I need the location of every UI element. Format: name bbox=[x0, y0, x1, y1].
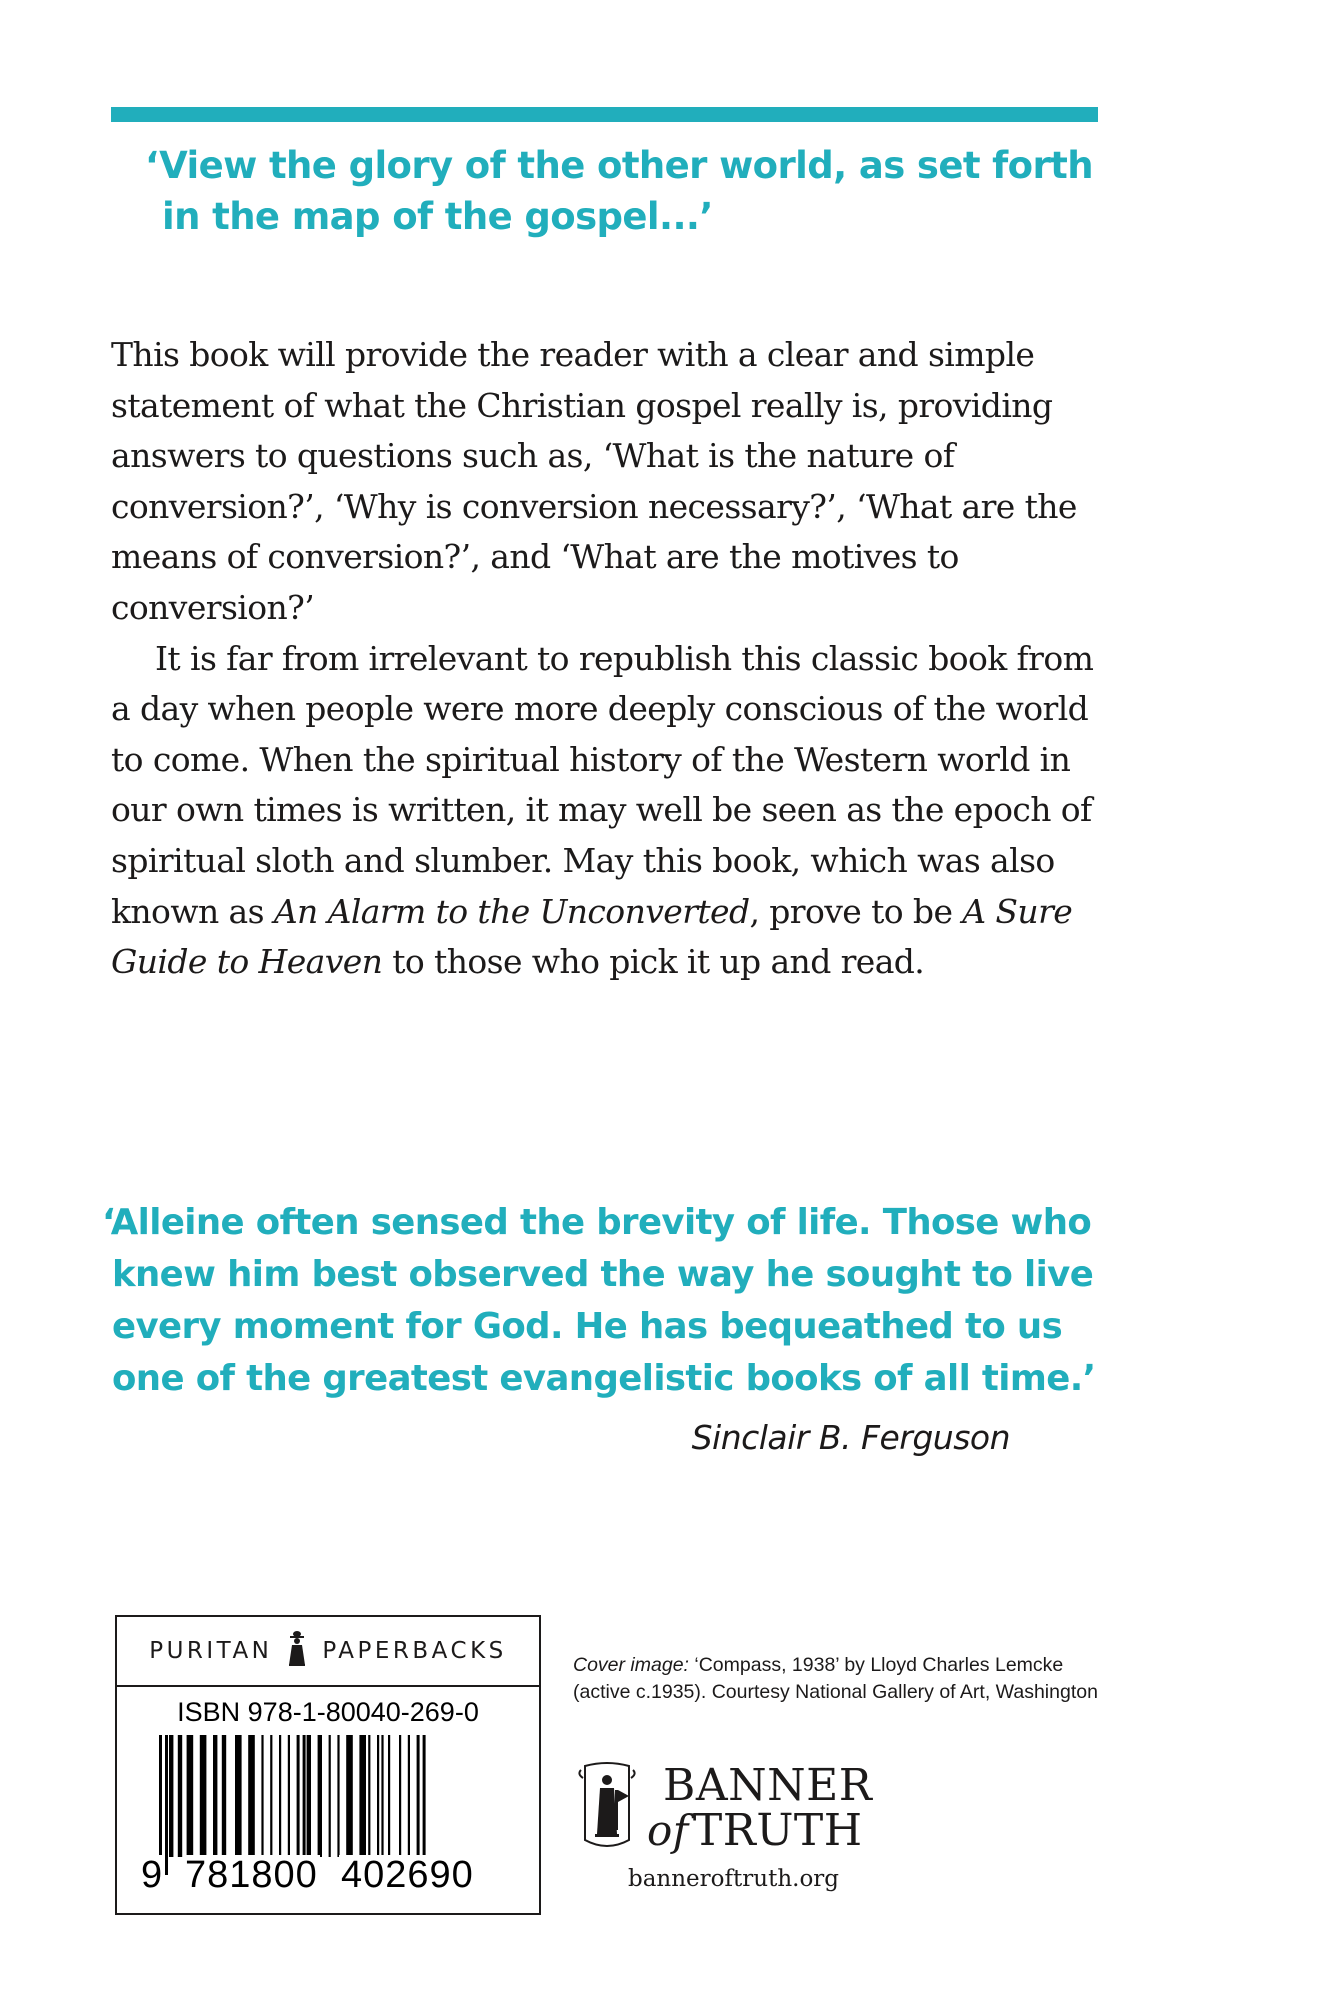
barcode-bar bbox=[213, 1735, 217, 1857]
barcode-bar bbox=[270, 1735, 272, 1857]
barcode-bar bbox=[346, 1735, 353, 1857]
top-accent-bar bbox=[111, 107, 1098, 122]
barcode-bar bbox=[279, 1735, 281, 1857]
barcode-digits-group-1: 781800 bbox=[185, 1854, 318, 1896]
top-pull-quote bbox=[145, 140, 1093, 242]
credit-label: Cover image: bbox=[573, 1654, 689, 1676]
barcode-panel bbox=[115, 1615, 541, 1915]
credit-line-1-text: ‘Compass, 1938’ by Lloyd Charles Lemcke bbox=[688, 1654, 1064, 1676]
description-paragraph-1: This book will provide the reader with a clear and simple statement of what the Christian gospel really is, providing answers to questions such as, ‘What is the nature of conversion?’, ‘Why is conversion necessary?’, ‘What are the means of conversion?’, and ‘What are the motives to conversion?’ bbox=[111, 335, 1077, 627]
barcode-bar bbox=[222, 1735, 226, 1857]
publisher-url: banneroftruth.org bbox=[628, 1866, 840, 1892]
publisher-truth: TRUTH bbox=[692, 1805, 863, 1856]
endorsement-line-1: ‘Alleine often sensed the brevity of life. Those who bbox=[102, 1202, 1092, 1243]
barcode-bar bbox=[368, 1735, 370, 1857]
barcode-bar bbox=[187, 1735, 194, 1857]
series-name bbox=[117, 1617, 539, 1687]
barcode-bar bbox=[248, 1735, 255, 1857]
isbn-label: ISBN 978-1-80040-269-0 bbox=[177, 1697, 479, 1727]
alt-title-1: An Alarm to the Unconverted bbox=[273, 891, 750, 931]
barcode-bar bbox=[377, 1735, 379, 1857]
description-p2-text-a: It is far from irrelevant to republish this classic book from a day when people were more deeply conscious of the world to come. When the spiritual history of the Western world in our own times is written, it may well be seen as the epoch of spiritual sloth and slumber. May this book, which was also known as bbox=[111, 638, 1094, 931]
barcode-bar bbox=[307, 1735, 311, 1857]
endorsement-attribution: Sinclair B. Ferguson bbox=[691, 1418, 1010, 1457]
barcode-bar bbox=[178, 1735, 182, 1857]
barcode-bar bbox=[408, 1735, 410, 1857]
endorsement-line-2: knew him best observed the way he sought to live bbox=[112, 1254, 1094, 1295]
top-quote-line-1: ‘View the glory of the other world, as set forth bbox=[145, 144, 1093, 187]
barcode-bar bbox=[388, 1735, 390, 1857]
top-quote-line-2: in the map of the gospel...’ bbox=[162, 195, 713, 238]
barcode-bar bbox=[329, 1735, 331, 1857]
barcode-bar bbox=[169, 1735, 173, 1857]
description-p2-text-b: , prove to be bbox=[749, 891, 953, 931]
banner-of-truth-emblem-icon bbox=[577, 1760, 637, 1852]
barcode-bar bbox=[337, 1735, 339, 1857]
barcode-bar bbox=[261, 1735, 263, 1857]
description-paragraph-2 bbox=[111, 634, 1121, 988]
barcode-bar bbox=[359, 1735, 366, 1857]
barcode-bar bbox=[200, 1735, 207, 1857]
publisher-name-line-2 bbox=[647, 1805, 863, 1856]
barcode-bar bbox=[381, 1735, 383, 1857]
publisher-logo bbox=[577, 1760, 897, 1860]
barcode-digit-first: 9 bbox=[141, 1854, 163, 1896]
endorsement-line-4: one of the greatest evangelistic books of all time.’ bbox=[112, 1358, 1096, 1399]
publisher-of: of bbox=[647, 1806, 689, 1855]
barcode-bar bbox=[318, 1735, 322, 1857]
barcode-guard-bar bbox=[165, 1735, 168, 1875]
endorsement-quote bbox=[102, 1197, 1096, 1405]
credit-line-2: (active c.1935). Courtesy National Gallery of Art, Washington bbox=[573, 1681, 1098, 1703]
barcode-bar bbox=[288, 1735, 290, 1857]
description-p2-text-c: to those who pick it up and read. bbox=[392, 942, 925, 982]
publisher-name-line-1: BANNER bbox=[663, 1760, 873, 1811]
alt-title-2: A Sure Guide to Heaven bbox=[111, 891, 1073, 982]
credit-line-1 bbox=[573, 1652, 1293, 1679]
endorsement-line-3: every moment for God. He has bequeathed to us bbox=[112, 1306, 1063, 1347]
barcode-digits-group-2: 402690 bbox=[341, 1854, 474, 1896]
barcode-bar bbox=[399, 1735, 401, 1857]
puritan-figure-icon bbox=[286, 1629, 308, 1673]
barcode-bar bbox=[235, 1735, 242, 1857]
series-right-label: PAPERBACKS bbox=[322, 1638, 507, 1664]
book-description bbox=[111, 330, 1121, 988]
series-left-label: PURITAN bbox=[149, 1638, 273, 1664]
cover-image-credit bbox=[573, 1652, 1293, 1706]
